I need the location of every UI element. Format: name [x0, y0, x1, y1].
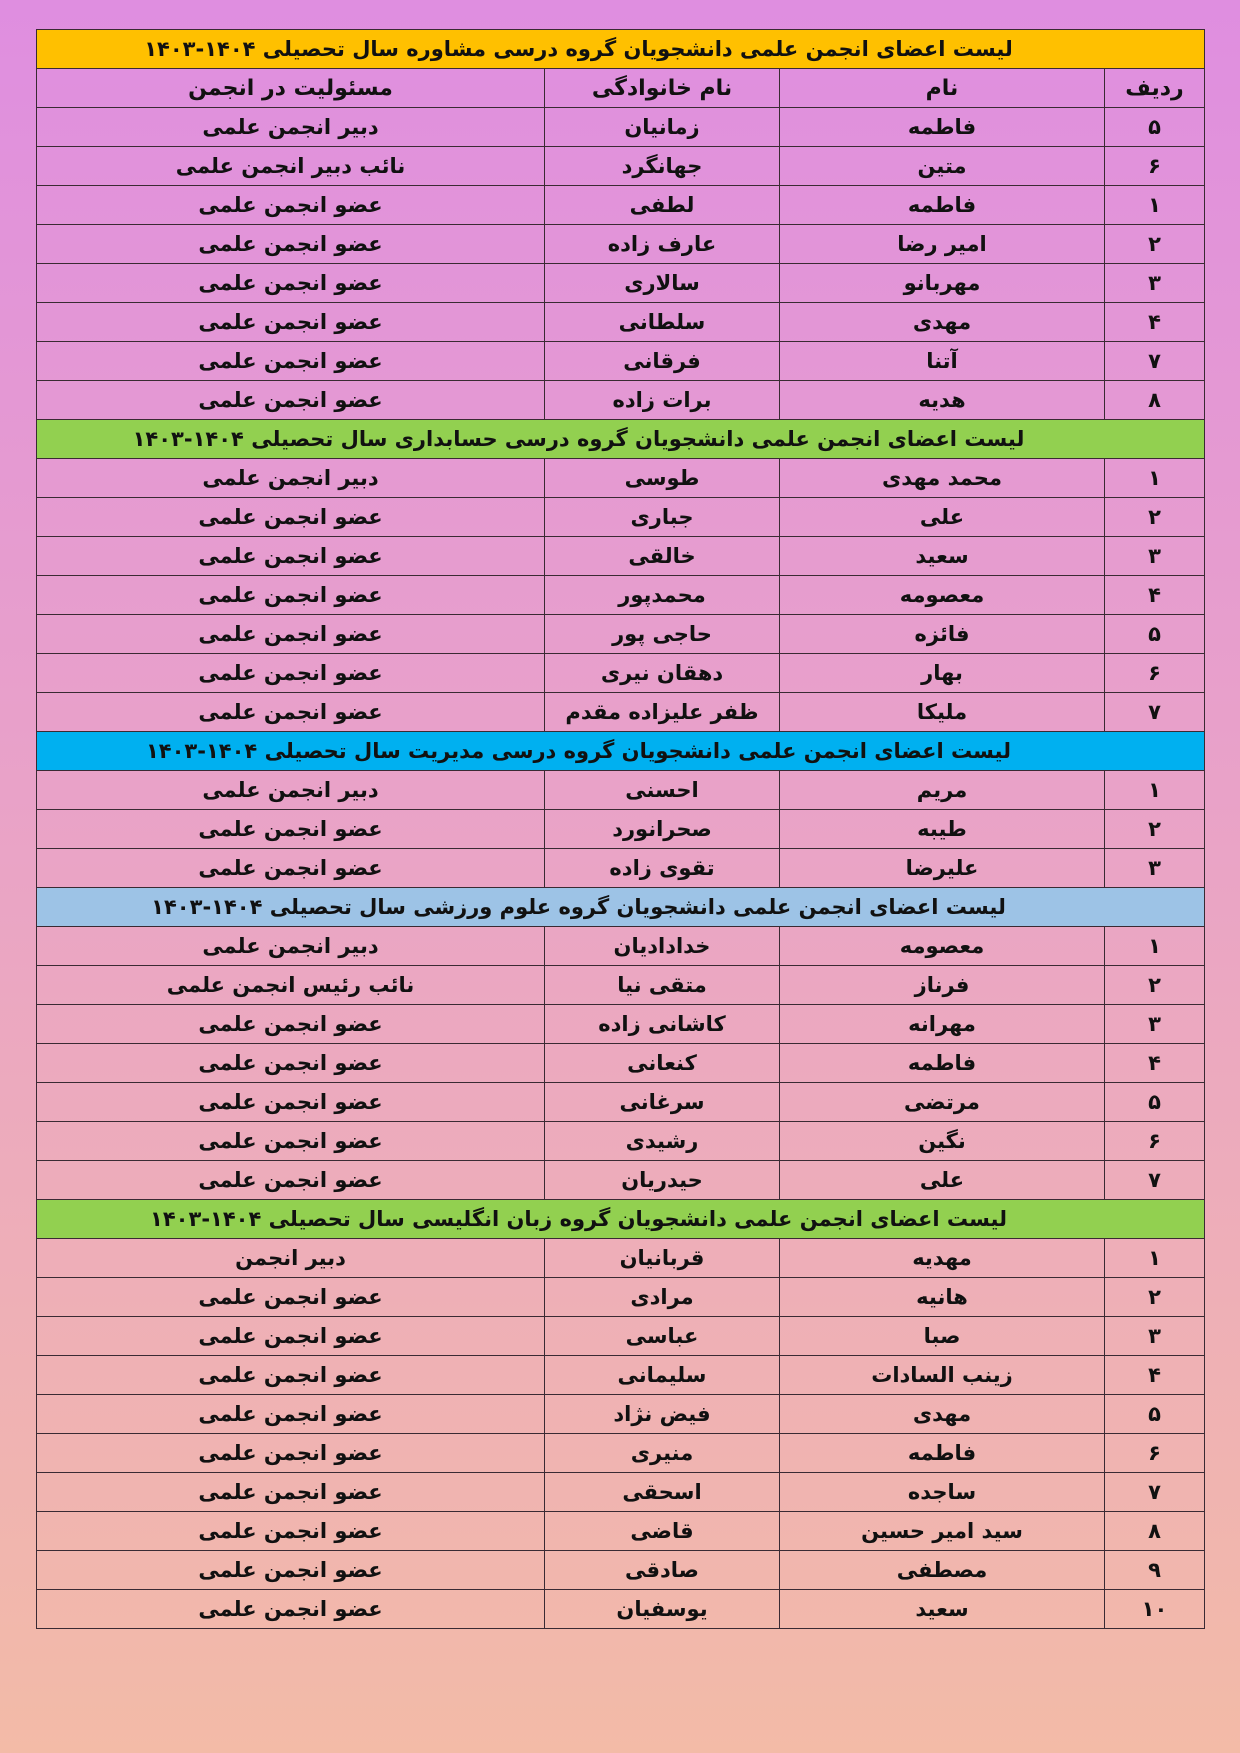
cell-last-name: عباسی — [545, 1317, 780, 1356]
cell-role: عضو انجمن علمی — [37, 1434, 545, 1473]
cell-first-name: معصومه — [780, 576, 1105, 615]
section-title-row — [37, 888, 1205, 927]
cell-role: عضو انجمن علمی — [37, 1512, 545, 1551]
section-title-row — [37, 30, 1205, 69]
cell-row-number: ۶ — [1105, 654, 1205, 693]
cell-row-number: ۶ — [1105, 1122, 1205, 1161]
cell-first-name: علیرضا — [780, 849, 1105, 888]
cell-last-name: سلیمانی — [545, 1356, 780, 1395]
cell-role: عضو انجمن علمی — [37, 1161, 545, 1200]
cell-first-name: طیبه — [780, 810, 1105, 849]
cell-first-name: هانیه — [780, 1278, 1105, 1317]
table-row — [37, 264, 1205, 303]
cell-row-number: ۷ — [1105, 1161, 1205, 1200]
cell-role: دبیر انجمن علمی — [37, 927, 545, 966]
cell-last-name: کاشانی زاده — [545, 1005, 780, 1044]
cell-last-name: خدادادیان — [545, 927, 780, 966]
cell-role: عضو انجمن علمی — [37, 693, 545, 732]
cell-last-name: طوسی — [545, 459, 780, 498]
cell-role: دبیر انجمن علمی — [37, 771, 545, 810]
cell-first-name: مهدی — [780, 1395, 1105, 1434]
section-title-row — [37, 732, 1205, 771]
section-title: لیست اعضای انجمن علمی دانشجویان گروه درسی مشاوره سال تحصیلی ۱۴۰۴-۱۴۰۳ — [37, 30, 1205, 69]
members-table — [36, 29, 1205, 1629]
table-row — [37, 186, 1205, 225]
cell-first-name: فرناز — [780, 966, 1105, 1005]
cell-row-number: ۴ — [1105, 1356, 1205, 1395]
cell-role: عضو انجمن علمی — [37, 225, 545, 264]
table-row — [37, 498, 1205, 537]
cell-first-name: فاطمه — [780, 186, 1105, 225]
cell-last-name: لطفی — [545, 186, 780, 225]
cell-first-name: آتنا — [780, 342, 1105, 381]
cell-first-name: صبا — [780, 1317, 1105, 1356]
cell-last-name: فرقانی — [545, 342, 780, 381]
table-row — [37, 342, 1205, 381]
cell-role: عضو انجمن علمی — [37, 576, 545, 615]
cell-row-number: ۴ — [1105, 576, 1205, 615]
table-row — [37, 771, 1205, 810]
cell-last-name: حاجی پور — [545, 615, 780, 654]
members-table-body — [37, 30, 1205, 1629]
cell-first-name: فاطمه — [780, 1434, 1105, 1473]
cell-first-name: محمد مهدی — [780, 459, 1105, 498]
column-header-first-name: نام — [780, 69, 1105, 108]
table-row — [37, 1512, 1205, 1551]
cell-row-number: ۱ — [1105, 927, 1205, 966]
cell-row-number: ۵ — [1105, 615, 1205, 654]
cell-last-name: ظفر علیزاده مقدم — [545, 693, 780, 732]
cell-row-number: ۱ — [1105, 459, 1205, 498]
cell-first-name: امیر رضا — [780, 225, 1105, 264]
cell-row-number: ۲ — [1105, 966, 1205, 1005]
cell-role: عضو انجمن علمی — [37, 498, 545, 537]
cell-last-name: کنعانی — [545, 1044, 780, 1083]
cell-last-name: متقی نیا — [545, 966, 780, 1005]
column-header-last-name: نام خانوادگی — [545, 69, 780, 108]
cell-row-number: ۵ — [1105, 1395, 1205, 1434]
cell-row-number: ۷ — [1105, 1473, 1205, 1512]
cell-last-name: فیض نژاد — [545, 1395, 780, 1434]
cell-role: دبیر انجمن علمی — [37, 108, 545, 147]
cell-last-name: سالاری — [545, 264, 780, 303]
cell-role: عضو انجمن علمی — [37, 1044, 545, 1083]
cell-first-name: ملیکا — [780, 693, 1105, 732]
cell-role: عضو انجمن علمی — [37, 1551, 545, 1590]
cell-last-name: سلطانی — [545, 303, 780, 342]
table-row — [37, 381, 1205, 420]
cell-first-name: معصومه — [780, 927, 1105, 966]
cell-row-number: ۱ — [1105, 771, 1205, 810]
cell-role: عضو انجمن علمی — [37, 1473, 545, 1512]
cell-role: نائب دبیر انجمن علمی — [37, 147, 545, 186]
cell-row-number: ۵ — [1105, 108, 1205, 147]
cell-last-name: سرغانی — [545, 1083, 780, 1122]
cell-last-name: مرادی — [545, 1278, 780, 1317]
cell-role: عضو انجمن علمی — [37, 1122, 545, 1161]
cell-role: عضو انجمن علمی — [37, 1356, 545, 1395]
cell-role: دبیر انجمن علمی — [37, 459, 545, 498]
cell-last-name: احسنی — [545, 771, 780, 810]
column-header-role: مسئولیت در انجمن — [37, 69, 545, 108]
column-header-row — [37, 69, 1205, 108]
table-row — [37, 147, 1205, 186]
cell-first-name: مهدی — [780, 303, 1105, 342]
table-row — [37, 810, 1205, 849]
table-row — [37, 927, 1205, 966]
cell-first-name: فائزه — [780, 615, 1105, 654]
table-row — [37, 1473, 1205, 1512]
cell-row-number: ۳ — [1105, 537, 1205, 576]
cell-last-name: قربانیان — [545, 1239, 780, 1278]
cell-last-name: دهقان نیری — [545, 654, 780, 693]
table-row — [37, 1005, 1205, 1044]
table-row — [37, 1239, 1205, 1278]
cell-role: عضو انجمن علمی — [37, 537, 545, 576]
table-row — [37, 1278, 1205, 1317]
cell-last-name: زمانیان — [545, 108, 780, 147]
cell-first-name: مصطفی — [780, 1551, 1105, 1590]
cell-row-number: ۸ — [1105, 381, 1205, 420]
cell-last-name: حیدریان — [545, 1161, 780, 1200]
table-row — [37, 225, 1205, 264]
cell-last-name: صادقی — [545, 1551, 780, 1590]
cell-first-name: متین — [780, 147, 1105, 186]
cell-first-name: مرتضی — [780, 1083, 1105, 1122]
cell-row-number: ۱ — [1105, 1239, 1205, 1278]
cell-first-name: فاطمه — [780, 1044, 1105, 1083]
cell-last-name: تقوی زاده — [545, 849, 780, 888]
cell-row-number: ۶ — [1105, 1434, 1205, 1473]
cell-last-name: عارف زاده — [545, 225, 780, 264]
cell-role: عضو انجمن علمی — [37, 264, 545, 303]
cell-last-name: خالقی — [545, 537, 780, 576]
section-title: لیست اعضای انجمن علمی دانشجویان گروه درسی حسابداری سال تحصیلی ۱۴۰۴-۱۴۰۳ — [37, 420, 1205, 459]
cell-first-name: نگین — [780, 1122, 1105, 1161]
cell-role: عضو انجمن علمی — [37, 849, 545, 888]
section-title-row — [37, 420, 1205, 459]
table-row — [37, 576, 1205, 615]
cell-last-name: قاضی — [545, 1512, 780, 1551]
column-header-row-number: ردیف — [1105, 69, 1205, 108]
table-row — [37, 1551, 1205, 1590]
cell-first-name: مریم — [780, 771, 1105, 810]
table-row — [37, 615, 1205, 654]
cell-role: عضو انجمن علمی — [37, 1590, 545, 1629]
table-row — [37, 693, 1205, 732]
cell-row-number: ۶ — [1105, 147, 1205, 186]
table-row — [37, 1356, 1205, 1395]
table-row — [37, 303, 1205, 342]
cell-role: نائب رئیس انجمن علمی — [37, 966, 545, 1005]
cell-last-name: جهانگرد — [545, 147, 780, 186]
cell-role: عضو انجمن علمی — [37, 186, 545, 225]
table-row — [37, 654, 1205, 693]
table-row — [37, 459, 1205, 498]
cell-row-number: ۲ — [1105, 810, 1205, 849]
cell-row-number: ۴ — [1105, 1044, 1205, 1083]
table-row — [37, 1083, 1205, 1122]
cell-last-name: محمدپور — [545, 576, 780, 615]
cell-role: عضو انجمن علمی — [37, 342, 545, 381]
cell-first-name: سعید — [780, 1590, 1105, 1629]
cell-row-number: ۳ — [1105, 264, 1205, 303]
cell-row-number: ۹ — [1105, 1551, 1205, 1590]
cell-first-name: فاطمه — [780, 108, 1105, 147]
cell-role: عضو انجمن علمی — [37, 615, 545, 654]
cell-row-number: ۴ — [1105, 303, 1205, 342]
cell-first-name: هدیه — [780, 381, 1105, 420]
cell-row-number: ۸ — [1105, 1512, 1205, 1551]
cell-last-name: صحرانورد — [545, 810, 780, 849]
section-title: لیست اعضای انجمن علمی دانشجویان گروه علوم ورزشی سال تحصیلی ۱۴۰۴-۱۴۰۳ — [37, 888, 1205, 927]
cell-row-number: ۷ — [1105, 342, 1205, 381]
cell-role: عضو انجمن علمی — [37, 1083, 545, 1122]
table-row — [37, 966, 1205, 1005]
cell-row-number: ۷ — [1105, 693, 1205, 732]
cell-row-number: ۱ — [1105, 186, 1205, 225]
cell-first-name: مهرانه — [780, 1005, 1105, 1044]
cell-last-name: یوسفیان — [545, 1590, 780, 1629]
cell-role: عضو انجمن علمی — [37, 654, 545, 693]
cell-role: عضو انجمن علمی — [37, 810, 545, 849]
cell-row-number: ۳ — [1105, 1317, 1205, 1356]
table-row — [37, 1590, 1205, 1629]
cell-last-name: رشیدی — [545, 1122, 780, 1161]
cell-first-name: علی — [780, 498, 1105, 537]
cell-row-number: ۲ — [1105, 1278, 1205, 1317]
table-row — [37, 849, 1205, 888]
cell-first-name: علی — [780, 1161, 1105, 1200]
table-row — [37, 1317, 1205, 1356]
cell-role: دبیر انجمن — [37, 1239, 545, 1278]
cell-first-name: زینب السادات — [780, 1356, 1105, 1395]
cell-role: عضو انجمن علمی — [37, 1317, 545, 1356]
cell-last-name: اسحقی — [545, 1473, 780, 1512]
section-title-row — [37, 1200, 1205, 1239]
table-row — [37, 1122, 1205, 1161]
cell-first-name: مهدیه — [780, 1239, 1105, 1278]
cell-role: عضو انجمن علمی — [37, 381, 545, 420]
cell-first-name: مهربانو — [780, 264, 1105, 303]
cell-first-name: بهار — [780, 654, 1105, 693]
cell-last-name: جباری — [545, 498, 780, 537]
table-row — [37, 1044, 1205, 1083]
section-title: لیست اعضای انجمن علمی دانشجویان گروه زبان انگلیسی سال تحصیلی ۱۴۰۴-۱۴۰۳ — [37, 1200, 1205, 1239]
table-row — [37, 537, 1205, 576]
cell-first-name: سید امیر حسین — [780, 1512, 1105, 1551]
section-title: لیست اعضای انجمن علمی دانشجویان گروه درسی مدیریت سال تحصیلی ۱۴۰۴-۱۴۰۳ — [37, 732, 1205, 771]
cell-last-name: منیری — [545, 1434, 780, 1473]
cell-row-number: ۳ — [1105, 849, 1205, 888]
cell-row-number: ۲ — [1105, 498, 1205, 537]
table-row — [37, 1395, 1205, 1434]
cell-last-name: برات زاده — [545, 381, 780, 420]
cell-row-number: ۵ — [1105, 1083, 1205, 1122]
table-row — [37, 108, 1205, 147]
cell-role: عضو انجمن علمی — [37, 1395, 545, 1434]
cell-row-number: ۱۰ — [1105, 1590, 1205, 1629]
cell-row-number: ۲ — [1105, 225, 1205, 264]
cell-first-name: سعید — [780, 537, 1105, 576]
table-row — [37, 1434, 1205, 1473]
cell-row-number: ۳ — [1105, 1005, 1205, 1044]
cell-first-name: ساجده — [780, 1473, 1105, 1512]
cell-role: عضو انجمن علمی — [37, 303, 545, 342]
cell-role: عضو انجمن علمی — [37, 1278, 545, 1317]
cell-role: عضو انجمن علمی — [37, 1005, 545, 1044]
table-row — [37, 1161, 1205, 1200]
